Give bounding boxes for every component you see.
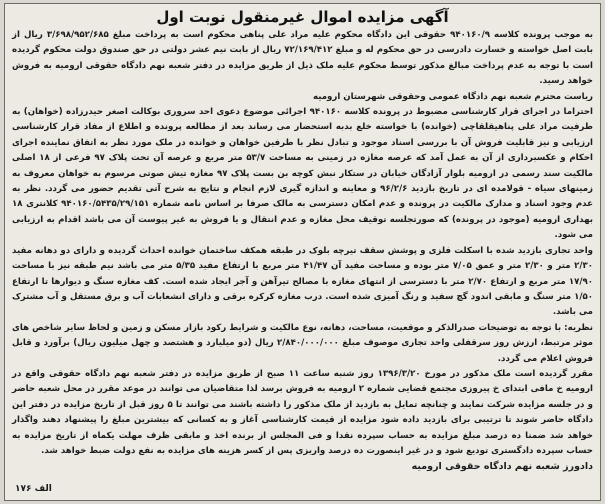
notice-title: آگهی مزایده اموال غیرمنقول نوبت اول <box>156 8 449 26</box>
notice-paragraph-auction-terms: مقرر گردیده است ملک مذکور در مورخ ۱۳۹۶/۳/۲۰ روز شنبه ساعت ۱۱ صبح از طریق مزایده در دفتر شعبه نهم دادگاه حقوقی واقع در ارومیه خ مافی ابتدای خ پیروزی مجتمع قضایی شماره ۲ ارومیه به فروش برسد لذا متقاضیان می توانند در موعد مقرر در محل شعبه حاضر و در جلسه مزایده شرکت نمایند و چنانچه تمایل به بازدید از ملک مذکور را داشته باشند می توانند تا ۵ روز قبل از تاریخ مزایده در دفتر این دادگاه حاضر شوند تا ترتیبی برای بازدید داده شود مزایده از قیمت کارشناسی آغاز و به کسانی که بیشترین مبلغ را پیشنهاد دهند واگذار خواهد شد ضمنا ده درصد مبلغ مزایده به حساب سپرده نقدا و فی المجلس از برنده اخذ و مابقی ظرف مهلت یکماه از تاریخ مزایده به حساب سپرده دادگستری تودیع شود و در غیر اینصورت ده درصد واریزی پس از کسر هزینه های مزایده به نفع دولت ضبط خواهد شد. <box>12 368 593 456</box>
notice-reference: الف ۱۷۶ <box>15 484 52 494</box>
notice-body <box>12 28 593 496</box>
notice-signature: دادورز شعبه نهم دادگاه حقوقی ارومیه <box>411 461 593 473</box>
notice-paragraph-opinion: نظریه: با توجه به توضیحات صدرالذکر و موقعیت، مساحت، دهانه، نوع مالکیت و شرایط رکود بازار مسکن و زمین و لحاظ سایر شاخص های موثر مرتبط، ارزش روز سرقفلی واحد تجاری موصوف مبلغ ۲/۸۴۰/۰۰۰/۰۰۰ ریال (دو میلیارد و هشتصد و چهل میلیون ریال) برآورد و قابل فروش اعلام می گردد. <box>12 322 593 364</box>
notice-paragraph-intro: به موجب پرونده کلاسه ۹۴۰۱۶۰/۹ حقوقی این دادگاه محکوم علیه مراد علی پناهی محکوم است به پرداخت مبلغ ۳/۶۹۸/۹۵۲/۶۸۵ ریال از بابت اصل خواسته و خسارت دادرسی در حق محکوم له و مبلغ ۷۲/۱۶۹/۴۱۲ ریال از بابت نیم عشر دولتی در حق صندوق دولت محکوم گردیده است با توجه به عدم پرداخت مبالغ مذکور توسط محکوم علیه ملک ذیل از طریق مزایده در دفتر شعبه نهم دادگاه حقوقی ارومیه به فروش خواهد رسید. <box>12 30 594 87</box>
newspaper-clipping <box>4 3 601 501</box>
notice-paragraph-description: واحد تجاری بازدید شده با اسکلت فلزی و پوشش سقف تیرچه بلوک در طبقه همکف ساختمان خوانده احداث گردیده و دارای دو دهانه مفید ۲/۳۰ متر و ۲/۳۰ متر و عمق ۷/۰۵ متر بوده و مساحت مفید آن ۴۱/۴۷ متر مربع با ارتفاع مفید ۵/۳۵ متر می باشد نیم طبقه نیز با مساحت ۱۷/۹۰ متر مربع و ارتفاع ۲/۷۰ متر با دسترسی از انتهای مغازه با مصالح تیرآهن و آجر ایجاد شده است. کف مغازه سنگ و دیوارها تا ارتفاع ۱/۵۰ متر سنگ و مابقی اندود گچ سفید و رنگ آمیزی شده است. درب مغازه کرکره برقی و دارای انشعابات آب و برق مستقل و آب مشترک می باشد. <box>12 245 593 318</box>
notice-paragraph-addressee: ریاست محترم شعبه نهم دادگاه عمومی وحقوقی شهرستان ارومیه <box>312 91 593 102</box>
notice-paragraph-report: احتراما در اجرای قرار کارشناسی مضبوط در پرونده کلاسه ۹۴۰۱۶۰ اجرائی موضوع دعوی احد سروری بوکالت اصغر حیدرزاده (خواهان) به طرفیت مراد علی پناهیقلقاچی (خوانده) با خواسته خلع بدبه استحضار می رساند بعد از مطالعه پرونده و اطلاع از مفاد قرار کارشناسی ارزیابی و نیز قابلیت فروش آن با بررسی اسناد موجود و تبادل نظر با طرفین خواهان و خوانده در ملک مورد نظر به اتفاق نماینده اجرای احکام و عکسبرداری از آن به عمل آمد که عرصه مغازه در زمینی به مساحت ۵۳/۷ متر مربع و عرصه آن تحت پلاک ۹۷ فرعی از ۱۸ اصلی مالکیت سند رسمی در ارومیه بلوار آزادگان خیابان در ستکار نبش کوچه بن بست پلاک ۹۷ مغازه تیش صوتی مرسوم به خواهان معروف به زمینهای سیاه - قولامده ای در تاریخ بازدید ۹۶/۲/۶ و معاینه و اندازه گیری لازم انجام و نتایج به شرح آتی تقدیم حضور می گردد. نظر به عدم وجود اسناد و مدارک مالکیت در پرونده و عدم امکان دسترسی به مالک صرفا بر اساس نامه شماره ۹۴۰۱۶۰/۵۴۳۵/۲۹/۱۵۱ کلانتری ۱۸ بهداری ارومیه (موجود در پرونده) که صورتجلسه توقیف محل مغازه و عدم انتقال و یا فروش به غیر پیوست آن می باشد اقدام به ارزیابی می شود. <box>12 107 594 241</box>
